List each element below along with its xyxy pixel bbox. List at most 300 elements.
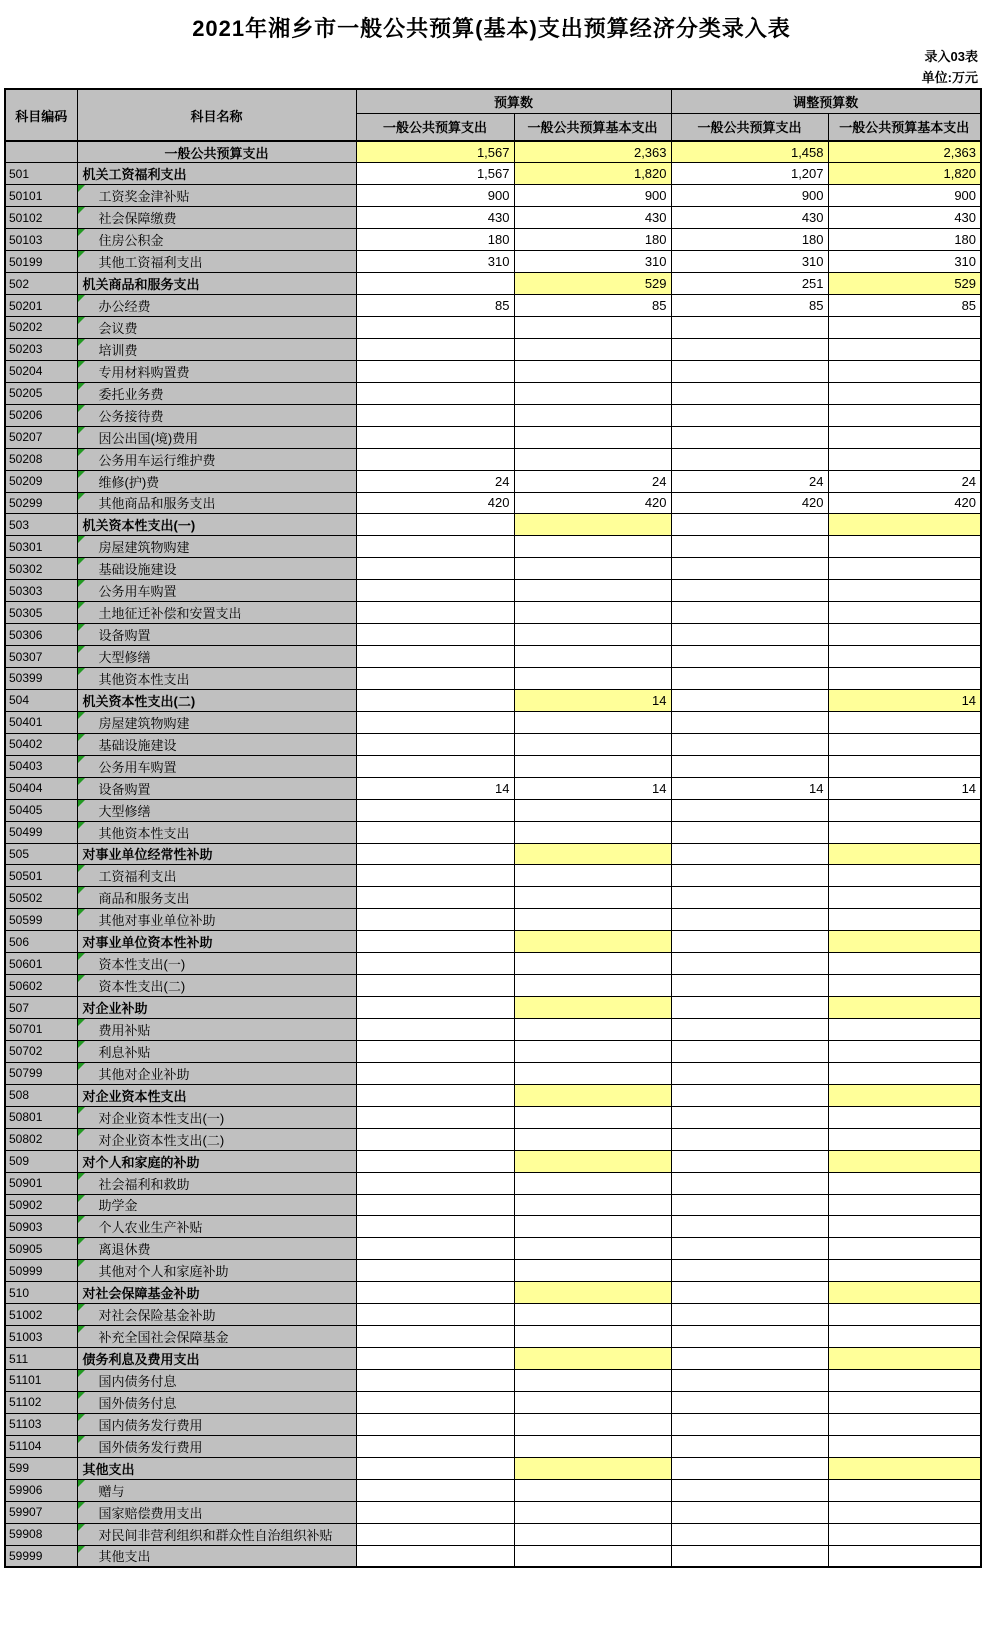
value-cell[interactable] [828,931,981,953]
value-cell[interactable]: 24 [671,470,828,492]
value-cell[interactable] [671,514,828,536]
value-cell[interactable] [828,865,981,887]
value-cell[interactable] [671,1545,828,1567]
subject-name-cell [77,624,356,646]
comment-marker-icon [78,975,85,982]
value-cell[interactable] [828,755,981,777]
value-cell[interactable]: 900 [671,185,828,207]
value-cell[interactable] [356,317,514,339]
value-cell[interactable] [356,821,514,843]
value-cell[interactable] [828,1238,981,1260]
subject-name-cell [77,843,356,865]
value-cell[interactable] [828,1019,981,1041]
value-cell[interactable] [671,1062,828,1084]
value-cell[interactable] [514,646,671,668]
value-cell[interactable] [671,1128,828,1150]
value-cell[interactable] [356,273,514,295]
value-cell[interactable]: 529 [828,273,981,295]
value-cell[interactable] [828,580,981,602]
value-cell[interactable] [514,1040,671,1062]
value-cell[interactable]: 180 [828,229,981,251]
comment-marker-icon [78,558,85,565]
value-cell[interactable] [671,865,828,887]
value-cell[interactable] [828,338,981,360]
value-cell[interactable] [671,426,828,448]
value-cell[interactable] [514,558,671,580]
subject-code-cell: 50403 [5,755,77,777]
value-cell[interactable] [514,711,671,733]
value-cell[interactable] [514,821,671,843]
value-cell[interactable]: 1,458 [671,141,828,163]
value-cell[interactable] [828,360,981,382]
value-cell[interactable] [828,975,981,997]
value-cell[interactable] [828,1150,981,1172]
value-cell[interactable]: 310 [828,251,981,273]
value-cell[interactable] [356,1348,514,1370]
value-cell[interactable] [671,360,828,382]
value-cell[interactable] [514,668,671,690]
value-cell[interactable] [514,1084,671,1106]
value-cell[interactable] [671,843,828,865]
value-cell[interactable] [828,624,981,646]
value-cell[interactable] [828,1084,981,1106]
value-cell[interactable]: 180 [514,229,671,251]
value-cell[interactable]: 1,820 [828,163,981,185]
value-cell[interactable] [671,624,828,646]
value-cell[interactable] [356,1062,514,1084]
value-cell[interactable] [828,997,981,1019]
subject-name-label: 土地征迁补偿和安置支出 [98,606,242,622]
value-cell[interactable] [356,1523,514,1545]
value-cell[interactable]: 420 [356,492,514,514]
subject-code-cell: 51101 [5,1370,77,1392]
value-cell[interactable] [356,1304,514,1326]
value-cell[interactable] [671,711,828,733]
value-cell[interactable] [514,953,671,975]
value-cell[interactable] [828,887,981,909]
value-cell[interactable]: 180 [671,229,828,251]
value-cell[interactable] [356,997,514,1019]
value-cell[interactable] [356,646,514,668]
value-cell[interactable] [514,1370,671,1392]
value-cell[interactable] [514,733,671,755]
value-cell[interactable]: 420 [671,492,828,514]
value-cell[interactable] [671,404,828,426]
comment-marker-icon [78,1480,85,1487]
value-cell[interactable] [671,1084,828,1106]
value-cell[interactable] [671,536,828,558]
value-cell[interactable] [356,1435,514,1457]
value-cell[interactable]: 420 [828,492,981,514]
value-cell[interactable]: 14 [828,777,981,799]
value-cell[interactable] [828,404,981,426]
value-cell[interactable] [514,1128,671,1150]
value-cell[interactable] [514,1062,671,1084]
value-cell[interactable] [356,1019,514,1041]
value-cell[interactable] [828,317,981,339]
value-cell[interactable] [514,624,671,646]
value-cell[interactable] [356,338,514,360]
subject-name-label: 对社会保障基金补助 [82,1286,200,1302]
value-cell[interactable] [356,1040,514,1062]
value-cell[interactable] [356,1370,514,1392]
value-cell[interactable] [356,1128,514,1150]
subject-code-cell: 59906 [5,1479,77,1501]
value-cell[interactable] [514,843,671,865]
value-cell[interactable]: 180 [356,229,514,251]
value-cell[interactable] [514,1479,671,1501]
table-row [5,273,981,295]
value-cell[interactable] [356,404,514,426]
value-cell[interactable] [514,338,671,360]
subject-name-cell [77,273,356,295]
value-cell[interactable] [356,843,514,865]
value-cell[interactable] [514,580,671,602]
value-cell[interactable] [671,1348,828,1370]
value-cell[interactable] [828,1501,981,1523]
value-cell[interactable]: 14 [514,777,671,799]
subject-name-cell [77,580,356,602]
value-cell[interactable] [671,1019,828,1041]
subject-name-cell [77,207,356,229]
value-cell[interactable] [671,1216,828,1238]
value-cell[interactable] [671,382,828,404]
value-cell[interactable] [671,1260,828,1282]
table-row [5,646,981,668]
value-cell[interactable] [671,821,828,843]
value-cell[interactable] [514,602,671,624]
value-cell[interactable] [514,1238,671,1260]
subject-name-cell [77,1348,356,1370]
value-cell[interactable]: 1,207 [671,163,828,185]
value-cell[interactable] [671,1479,828,1501]
subject-name-label: 工资奖金津补贴 [98,189,190,205]
value-cell[interactable] [356,1413,514,1435]
value-cell[interactable]: 430 [828,207,981,229]
value-cell[interactable] [671,1172,828,1194]
value-cell[interactable] [514,1413,671,1435]
value-cell[interactable] [514,1194,671,1216]
value-cell[interactable] [828,1348,981,1370]
value-cell[interactable]: 24 [828,470,981,492]
value-cell[interactable] [356,1150,514,1172]
value-cell[interactable]: 85 [356,295,514,317]
value-cell[interactable] [356,931,514,953]
table-row [5,865,981,887]
value-cell[interactable]: 430 [514,207,671,229]
value-cell[interactable] [828,1545,981,1567]
value-cell[interactable]: 310 [671,251,828,273]
value-cell[interactable] [671,997,828,1019]
value-cell[interactable] [514,360,671,382]
value-cell[interactable] [671,931,828,953]
value-cell[interactable] [828,711,981,733]
value-cell[interactable] [671,1150,828,1172]
value-cell[interactable] [514,1435,671,1457]
value-cell[interactable] [356,799,514,821]
value-cell[interactable]: 85 [671,295,828,317]
value-cell[interactable]: 14 [356,777,514,799]
value-cell[interactable]: 2,363 [828,141,981,163]
value-cell[interactable] [671,1040,828,1062]
value-cell[interactable] [828,536,981,558]
value-cell[interactable] [828,448,981,470]
table-row [5,558,981,580]
value-cell[interactable]: 310 [356,251,514,273]
value-cell[interactable] [356,975,514,997]
table-row [5,1348,981,1370]
value-cell[interactable]: 85 [514,295,671,317]
value-cell[interactable] [356,1238,514,1260]
value-cell[interactable] [356,448,514,470]
value-cell[interactable]: 1,820 [514,163,671,185]
value-cell[interactable] [671,1304,828,1326]
subject-code-cell: 50203 [5,338,77,360]
value-cell[interactable] [671,1501,828,1523]
subject-name-label: 对事业单位经常性补助 [82,847,213,863]
value-cell[interactable] [356,953,514,975]
table-row [5,338,981,360]
subject-name-label: 会议费 [98,320,138,336]
value-cell[interactable] [356,1216,514,1238]
value-cell[interactable] [514,1282,671,1304]
value-cell[interactable]: 310 [514,251,671,273]
value-cell[interactable] [356,1545,514,1567]
value-cell[interactable] [828,1326,981,1348]
value-cell[interactable] [514,909,671,931]
value-cell[interactable] [828,1413,981,1435]
value-cell[interactable]: 2,363 [514,141,671,163]
value-cell[interactable] [356,1326,514,1348]
value-cell[interactable] [828,1479,981,1501]
value-cell[interactable] [356,580,514,602]
value-cell[interactable]: 420 [514,492,671,514]
value-cell[interactable] [671,1391,828,1413]
value-cell[interactable] [671,646,828,668]
value-cell[interactable] [514,865,671,887]
value-cell[interactable] [671,755,828,777]
value-cell[interactable] [671,1326,828,1348]
value-cell[interactable] [514,448,671,470]
value-cell[interactable] [356,689,514,711]
value-cell[interactable] [671,317,828,339]
value-cell[interactable] [671,602,828,624]
value-cell[interactable] [356,1282,514,1304]
value-cell[interactable] [356,558,514,580]
value-cell[interactable] [828,1128,981,1150]
value-cell[interactable]: 14 [828,689,981,711]
value-cell[interactable]: 900 [356,185,514,207]
value-cell[interactable]: 900 [514,185,671,207]
value-cell[interactable] [356,382,514,404]
value-cell[interactable] [828,426,981,448]
value-cell[interactable] [828,1260,981,1282]
value-cell[interactable] [671,1106,828,1128]
value-cell[interactable] [828,1523,981,1545]
value-cell[interactable] [828,514,981,536]
value-cell[interactable] [671,1282,828,1304]
table-row [5,1128,981,1150]
value-cell[interactable] [671,733,828,755]
value-cell[interactable] [356,1194,514,1216]
value-cell[interactable] [514,317,671,339]
value-cell[interactable] [828,821,981,843]
value-cell[interactable] [671,1523,828,1545]
value-cell[interactable]: 24 [514,470,671,492]
value-cell[interactable] [828,602,981,624]
value-cell[interactable] [828,1040,981,1062]
value-cell[interactable] [828,1172,981,1194]
value-cell[interactable] [828,1435,981,1457]
value-cell[interactable] [514,1260,671,1282]
value-cell[interactable] [514,887,671,909]
value-cell[interactable] [514,1391,671,1413]
subject-code-cell: 51102 [5,1391,77,1413]
value-cell[interactable] [356,1391,514,1413]
value-cell[interactable]: 430 [671,207,828,229]
value-cell[interactable] [356,624,514,646]
value-cell[interactable]: 14 [671,777,828,799]
value-cell[interactable] [828,1457,981,1479]
value-cell[interactable] [828,1282,981,1304]
value-cell[interactable] [828,953,981,975]
value-cell[interactable]: 900 [828,185,981,207]
comment-marker-icon [78,602,85,609]
subject-name-cell [77,1128,356,1150]
value-cell[interactable] [356,360,514,382]
value-cell[interactable] [514,1523,671,1545]
value-cell[interactable] [356,733,514,755]
budget-table-body [5,141,981,1567]
value-cell[interactable] [514,382,671,404]
value-cell[interactable] [514,1216,671,1238]
table-row [5,1413,981,1435]
subject-name-label: 离退休费 [98,1242,151,1258]
value-cell[interactable] [514,1172,671,1194]
value-cell[interactable] [514,1304,671,1326]
subject-name-cell [77,426,356,448]
value-cell[interactable] [514,514,671,536]
value-cell[interactable] [514,404,671,426]
value-cell[interactable] [514,1348,671,1370]
value-cell[interactable] [514,1326,671,1348]
value-cell[interactable] [828,1370,981,1392]
value-cell[interactable]: 14 [514,689,671,711]
value-cell[interactable] [828,558,981,580]
value-cell[interactable]: 85 [828,295,981,317]
subject-name-cell [77,1501,356,1523]
value-cell[interactable] [356,1106,514,1128]
subject-name-cell [77,1282,356,1304]
value-cell[interactable] [356,711,514,733]
subject-name-cell [77,1019,356,1041]
value-cell[interactable] [356,1084,514,1106]
value-cell[interactable] [828,843,981,865]
value-cell[interactable]: 251 [671,273,828,295]
value-cell[interactable] [671,580,828,602]
value-cell[interactable] [514,1150,671,1172]
value-cell[interactable] [356,602,514,624]
subject-code-cell: 50399 [5,668,77,690]
value-cell[interactable] [514,975,671,997]
value-cell[interactable] [671,1435,828,1457]
value-cell[interactable] [828,668,981,690]
value-cell[interactable] [828,799,981,821]
value-cell[interactable] [356,668,514,690]
value-cell[interactable] [671,1370,828,1392]
value-cell[interactable] [671,338,828,360]
value-cell[interactable] [514,426,671,448]
value-cell[interactable] [828,909,981,931]
value-cell[interactable] [671,909,828,931]
value-cell[interactable] [671,668,828,690]
value-cell[interactable] [671,975,828,997]
value-cell[interactable] [514,755,671,777]
value-cell[interactable] [828,1062,981,1084]
value-cell[interactable] [828,1304,981,1326]
value-cell[interactable] [356,426,514,448]
value-cell[interactable] [671,799,828,821]
value-cell[interactable] [828,1391,981,1413]
value-cell[interactable] [356,865,514,887]
value-cell[interactable] [514,1019,671,1041]
value-cell[interactable] [356,887,514,909]
value-cell[interactable] [356,1479,514,1501]
value-cell[interactable]: 1,567 [356,141,514,163]
subject-code-cell: 50302 [5,558,77,580]
value-cell[interactable] [514,536,671,558]
value-cell[interactable] [514,1457,671,1479]
value-cell[interactable]: 529 [514,273,671,295]
value-cell[interactable] [514,1106,671,1128]
value-cell[interactable] [671,1457,828,1479]
value-cell[interactable] [828,1106,981,1128]
value-cell[interactable] [356,514,514,536]
value-cell[interactable] [356,909,514,931]
value-cell[interactable] [828,1194,981,1216]
value-cell[interactable] [671,1194,828,1216]
value-cell[interactable] [356,755,514,777]
value-cell[interactable] [514,1501,671,1523]
value-cell[interactable] [514,997,671,1019]
value-cell[interactable] [514,799,671,821]
value-cell[interactable] [356,1457,514,1479]
value-cell[interactable]: 1,567 [356,163,514,185]
value-cell[interactable]: 430 [356,207,514,229]
value-cell[interactable] [828,382,981,404]
subject-code-cell: 50501 [5,865,77,887]
value-cell[interactable] [356,1260,514,1282]
subject-code-cell: 50802 [5,1128,77,1150]
value-cell[interactable] [671,448,828,470]
value-cell[interactable] [671,1413,828,1435]
value-cell[interactable] [671,558,828,580]
value-cell[interactable] [828,646,981,668]
value-cell[interactable] [514,1545,671,1567]
value-cell[interactable] [828,733,981,755]
value-cell[interactable] [514,931,671,953]
value-cell[interactable] [671,689,828,711]
value-cell[interactable]: 24 [356,470,514,492]
value-cell[interactable] [671,1238,828,1260]
value-cell[interactable] [356,536,514,558]
value-cell[interactable] [356,1501,514,1523]
value-cell[interactable] [671,953,828,975]
value-cell[interactable] [671,887,828,909]
value-cell[interactable] [356,1172,514,1194]
subject-name-label: 费用补贴 [98,1022,151,1038]
value-cell[interactable] [828,1216,981,1238]
